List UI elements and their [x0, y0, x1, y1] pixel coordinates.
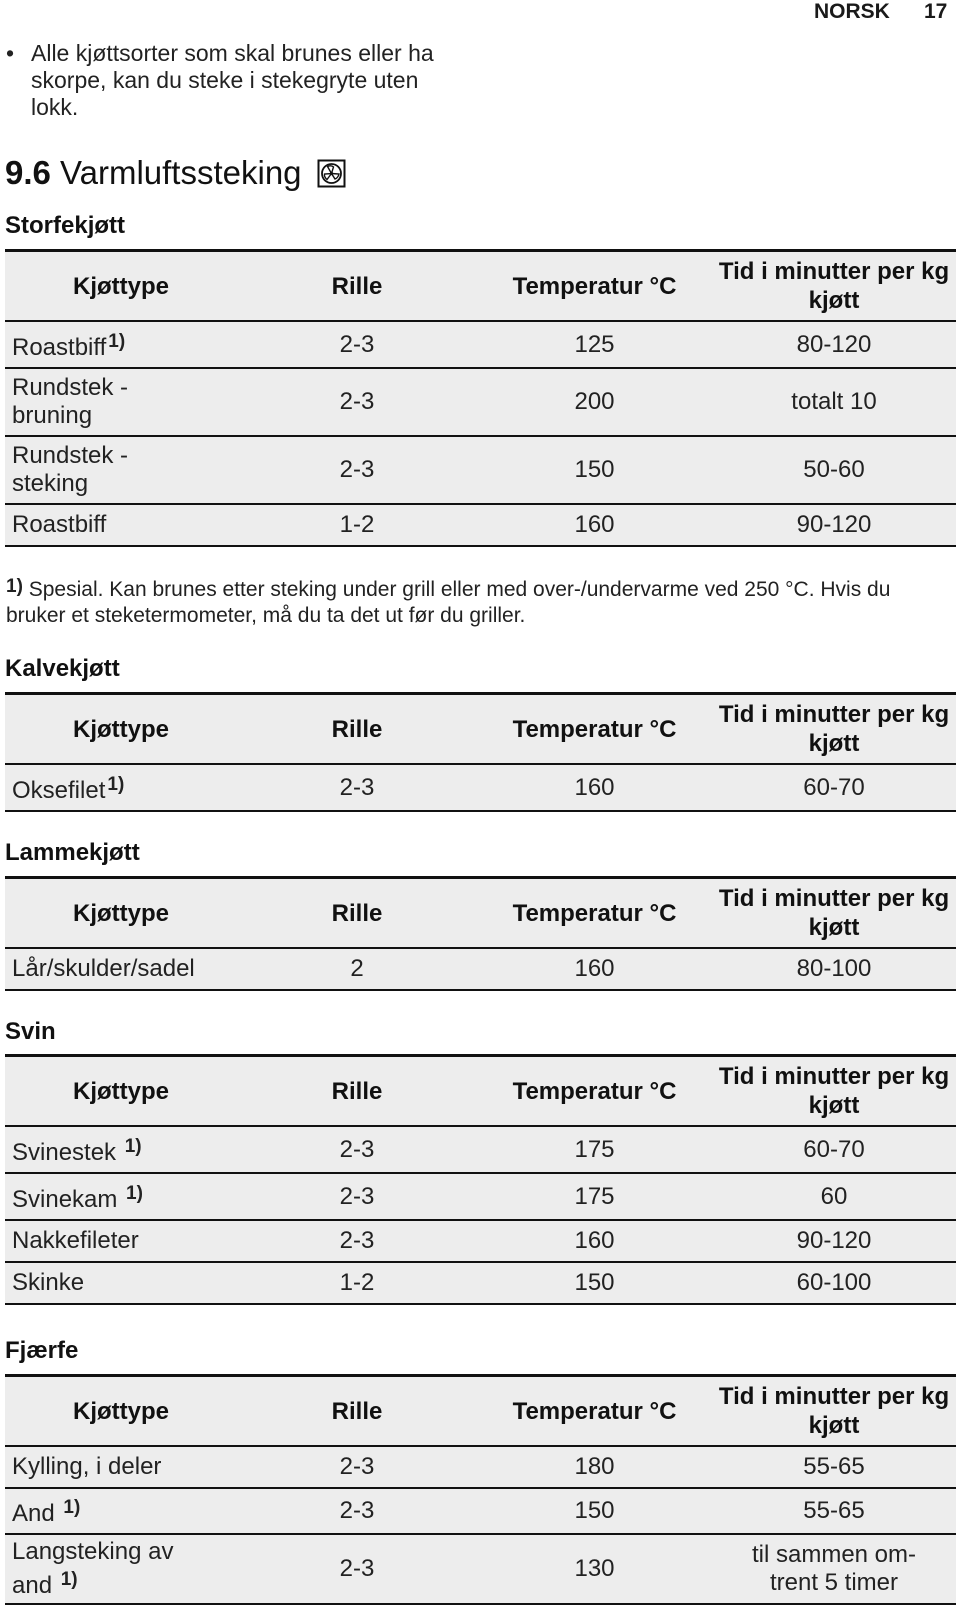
cell-time: 55-65: [712, 1446, 956, 1488]
section-title-text: Varmluftssteking: [60, 154, 302, 191]
category-title-veal: Kalvekjøtt: [5, 655, 120, 682]
cell-temp: 175: [477, 1126, 712, 1173]
cell-temp: 160: [477, 764, 712, 811]
cell-meat: Svinekam $^{1)}$: [5, 1173, 237, 1220]
cell-temp: 125: [477, 321, 712, 368]
table-pork: [5, 1054, 956, 1305]
col-header-shelf: Rille: [237, 251, 477, 322]
table-beef: [5, 249, 956, 547]
cell-shelf: 2-3: [237, 1173, 477, 1220]
cell-shelf: 1-2: [237, 504, 477, 546]
fan-icon: [317, 159, 346, 188]
cell-time: 90-120: [712, 1220, 956, 1262]
table-header-row: [5, 878, 956, 949]
table-row: [5, 1126, 956, 1173]
cell-meat: Oksefilet $^{1)}$: [5, 764, 237, 811]
intro-bullet-text: Alle kjøttsorter som skal brunes eller ha skorpe, kan du steke i stekegryte uten lokk.: [31, 40, 434, 120]
table-row: [5, 1262, 956, 1304]
cell-meat: Rundstek - steking: [5, 436, 237, 504]
cell-meat: Skinke: [5, 1262, 237, 1304]
category-title-poultry: Fjærfe: [5, 1337, 79, 1364]
category-title-pork: Svin: [5, 1018, 56, 1045]
col-header-temp: Temperatur °C: [477, 1376, 712, 1447]
col-header-meat: Kjøttype: [5, 878, 237, 949]
cell-shelf: 2-3: [237, 764, 477, 811]
cell-meat: Rundstek - bruning: [5, 368, 237, 436]
section-title: [5, 153, 346, 193]
cell-meat: Lår/skulder/sadel: [5, 948, 237, 990]
table-row: [5, 1488, 956, 1534]
table-header-row: [5, 251, 956, 322]
cell-meat: Nakkefileter: [5, 1220, 237, 1262]
cell-shelf: 2-3: [237, 1126, 477, 1173]
cell-time: 80-120: [712, 321, 956, 368]
col-header-temp: Temperatur °C: [477, 694, 712, 765]
table-poultry: [5, 1374, 956, 1605]
table-header-row: [5, 1056, 956, 1127]
col-header-meat: Kjøttype: [5, 1056, 237, 1127]
cell-time: 50-60: [712, 436, 956, 504]
col-header-meat: Kjøttype: [5, 694, 237, 765]
footnote-ref: 1): [60, 1569, 78, 1590]
col-header-shelf: Rille: [237, 878, 477, 949]
cell-meat: Kylling, i deler: [5, 1446, 237, 1488]
table-header-row: [5, 1376, 956, 1447]
bullet-dot: •: [6, 40, 15, 66]
col-header-time: Tid i minutter per kg kjøtt: [712, 694, 956, 765]
table-header-row: [5, 694, 956, 765]
footnote-mark: 1): [6, 576, 23, 597]
cell-temp: 150: [477, 436, 712, 504]
category-title-beef: Storfekjøtt: [5, 212, 125, 239]
cell-meat: Svinestek $^{1)}$: [5, 1126, 237, 1173]
col-header-shelf: Rille: [237, 694, 477, 765]
header-language: NORSK: [814, 0, 890, 23]
table-row: [5, 368, 956, 436]
cell-shelf: 2-3: [237, 1220, 477, 1262]
footnote-ref: 1): [108, 330, 126, 352]
section-number: 9.6: [5, 154, 51, 191]
col-header-temp: Temperatur °C: [477, 878, 712, 949]
col-header-shelf: Rille: [237, 1376, 477, 1447]
cell-shelf: 2: [237, 948, 477, 990]
cell-time: 60-70: [712, 764, 956, 811]
footnote-ref: 1): [126, 1182, 143, 1204]
footnote-ref: 1): [124, 1135, 142, 1157]
cell-time: til sammen om-trent 5 timer: [712, 1534, 956, 1604]
cell-meat: Langsteking av and $^{1)}$: [5, 1534, 237, 1604]
table-row: [5, 1446, 956, 1488]
col-header-shelf: Rille: [237, 1056, 477, 1127]
cell-temp: 160: [477, 1220, 712, 1262]
cell-temp: 175: [477, 1173, 712, 1220]
table-row: [5, 764, 956, 811]
table-row: [5, 1173, 956, 1220]
table-row: [5, 436, 956, 504]
col-header-time: Tid i minutter per kg kjøtt: [712, 878, 956, 949]
cell-meat: And $^{1)}$: [5, 1488, 237, 1534]
cell-time: totalt 10: [712, 368, 956, 436]
table-row: [5, 504, 956, 546]
table-row: [5, 321, 956, 368]
col-header-meat: Kjøttype: [5, 251, 237, 322]
cell-temp: 200: [477, 368, 712, 436]
col-header-time: Tid i minutter per kg kjøtt: [712, 1376, 956, 1447]
col-header-temp: Temperatur °C: [477, 251, 712, 322]
cell-temp: 180: [477, 1446, 712, 1488]
cell-meat: Roastbiff: [5, 504, 237, 546]
table-veal: [5, 692, 956, 812]
table-lamb: [5, 876, 956, 991]
footnote-ref: 1): [107, 773, 125, 795]
cell-shelf: 2-3: [237, 436, 477, 504]
category-title-lamb: Lammekjøtt: [5, 839, 140, 866]
cell-time: 80-100: [712, 948, 956, 990]
cell-temp: 150: [477, 1488, 712, 1534]
cell-shelf: 2-3: [237, 1488, 477, 1534]
cell-shelf: 2-3: [237, 1534, 477, 1604]
cell-temp: 160: [477, 504, 712, 546]
cell-time: 60-70: [712, 1126, 956, 1173]
footnote-text: Spesial. Kan brunes etter steking under grill eller med over-/undervarme ved 250 °C. Hvis du bruker et steketermometer, må du ta det ut før du griller.: [6, 578, 891, 627]
table-row: [5, 1534, 956, 1604]
footnote: [6, 574, 946, 629]
cell-meat: Roastbiff $^{1)}$: [5, 321, 237, 368]
cell-shelf: 2-3: [237, 1446, 477, 1488]
cell-shelf: 2-3: [237, 368, 477, 436]
cell-shelf: 1-2: [237, 1262, 477, 1304]
col-header-time: Tid i minutter per kg kjøtt: [712, 1056, 956, 1127]
cell-time: 55-65: [712, 1488, 956, 1534]
cell-temp: 150: [477, 1262, 712, 1304]
page-number: 17: [924, 0, 948, 23]
cell-temp: 160: [477, 948, 712, 990]
col-header-meat: Kjøttype: [5, 1376, 237, 1447]
footnote-ref: 1): [63, 1497, 81, 1518]
cell-temp: 130: [477, 1534, 712, 1604]
table-row: [5, 948, 956, 990]
cell-time: 60: [712, 1173, 956, 1220]
cell-shelf: 2-3: [237, 321, 477, 368]
cell-time: 60-100: [712, 1262, 956, 1304]
table-row: [5, 1220, 956, 1262]
cell-time: 90-120: [712, 504, 956, 546]
col-header-temp: Temperatur °C: [477, 1056, 712, 1127]
col-header-time: Tid i minutter per kg kjøtt: [712, 251, 956, 322]
